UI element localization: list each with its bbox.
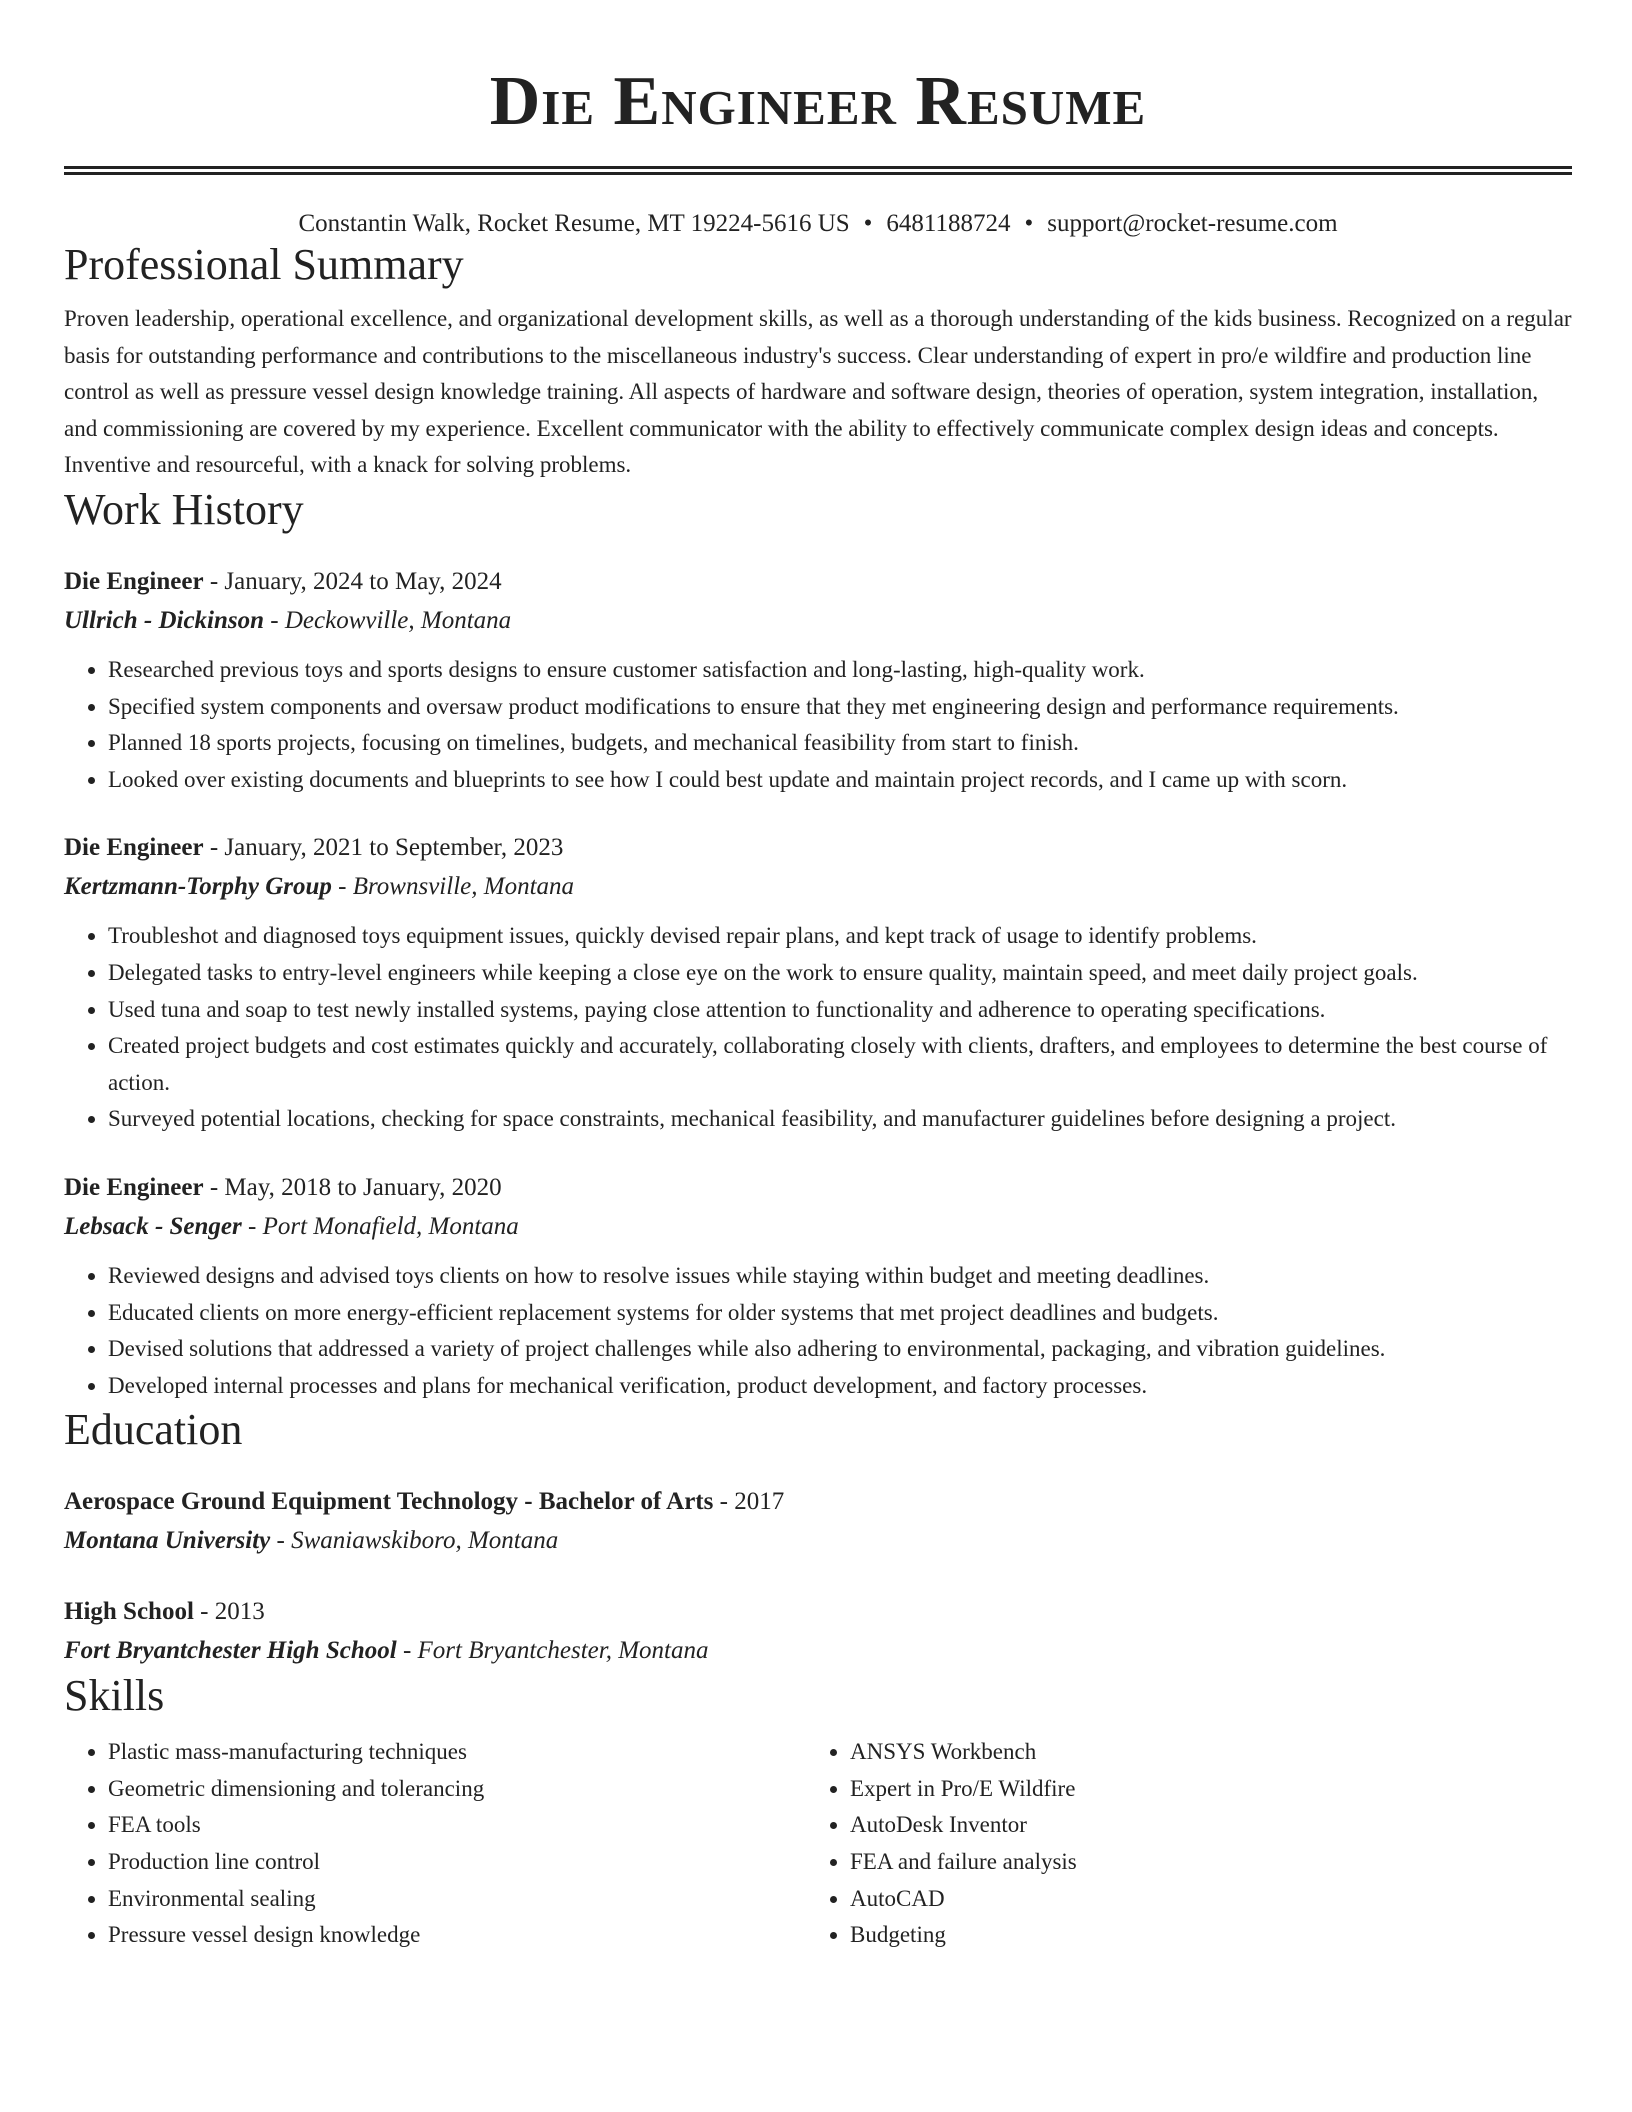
- job-role: Die Engineer: [64, 1173, 204, 1201]
- job-role: Die Engineer: [64, 834, 204, 862]
- work-history-heading: Work History: [64, 484, 304, 534]
- job-bullets: [64, 918, 1572, 1138]
- skill-item: • ANSYS Workbench: [850, 1734, 1548, 1771]
- skill-item: • AutoDesk Inventor: [850, 1807, 1548, 1844]
- job-location: - Deckowville, Montana: [264, 606, 512, 634]
- education-entry: [64, 1592, 1572, 1670]
- skill-item: • AutoCAD: [850, 1881, 1548, 1918]
- job-entry: [64, 828, 1572, 1138]
- education-entry: [64, 1482, 1572, 1560]
- degree: Aerospace Ground Equipment Technology - Bachelor of Arts: [64, 1488, 714, 1516]
- contact-separator: •: [863, 210, 873, 237]
- school-location: - Fort Bryantchester, Montana: [396, 1637, 709, 1665]
- contact-phone: 6481188724: [886, 210, 1011, 237]
- skill-item: • Plastic mass-manufacturing techniques: [108, 1734, 806, 1771]
- job-dates: - January, 2024 to May, 2024: [203, 567, 502, 595]
- skills-column-right: [806, 1734, 1548, 1954]
- skills-columns: [64, 1734, 1572, 1954]
- contact-email: support@rocket-resume.com: [1047, 210, 1338, 237]
- skill-item: • Pressure vessel design knowledge: [108, 1917, 806, 1954]
- skill-item: • Expert in Pro/E Wildfire: [850, 1771, 1548, 1808]
- skill-item: • Budgeting: [850, 1917, 1548, 1954]
- job-bullets: [64, 652, 1572, 798]
- degree-year: - 2013: [193, 1598, 265, 1626]
- school-name: Fort Bryantchester High School: [64, 1637, 397, 1665]
- job-company: Ullrich - Dickinson: [64, 606, 265, 634]
- job-entry: [64, 562, 1572, 798]
- job-company: Kertzmann-Torphy Group: [64, 873, 332, 901]
- contact-line: [64, 209, 1572, 239]
- job-title-line: [64, 562, 1572, 601]
- job-location: - Brownsville, Montana: [331, 873, 575, 901]
- job-title-line: [64, 828, 1572, 867]
- school-line: [64, 1521, 1572, 1560]
- degree-line: [64, 1592, 1572, 1631]
- job-dates: - January, 2021 to September, 2023: [203, 834, 564, 862]
- summary-text: Proven leadership, operational excellence, and organizational development skills, as well as a thorough understanding of the kids business. Recognized on a regular basis for outstanding performance and contributions to the miscellaneous industry's success. Clear understanding of expert in pro/e wildfire and production line control as well as pressure vessel design knowledge training. All aspects of hardware and software design, theories of operation, system integration, installation, and commissioning are covered by my experience. Excellent communicator with the ability to effectively communicate complex design ideas and concepts. Inventive and resourceful, with a knack for solving problems.: [64, 306, 1572, 478]
- skill-item: • FEA and failure analysis: [850, 1844, 1548, 1881]
- job-bullet: • Planned 18 sports projects, focusing on timelines, budgets, and mechanical feasibility from start to finish.: [108, 725, 1572, 762]
- job-entry: [64, 1168, 1572, 1404]
- job-bullet: • Educated clients on more energy-efficient replacement systems for older systems that met project deadlines and budgets.: [108, 1295, 1572, 1332]
- job-bullets: [64, 1258, 1572, 1404]
- school-location: - Swaniawskiboro, Montana: [270, 1527, 559, 1555]
- resume-title: Die Engineer Resume: [489, 63, 1147, 140]
- skills-heading: Skills: [64, 1671, 165, 1721]
- skill-item: • Geometric dimensioning and tolerancing: [108, 1771, 806, 1808]
- job-bullet: • Surveyed potential locations, checking for space constraints, mechanical feasibility, and manufacturer guidelines before designing a project.: [108, 1101, 1572, 1138]
- job-bullet: • Devised solutions that addressed a variety of project challenges while also adhering to environmental, packaging, and vibration guidelines.: [108, 1331, 1572, 1368]
- job-company: Lebsack - Senger: [64, 1212, 242, 1240]
- skills-list: [64, 1734, 806, 1954]
- job-bullet: • Used tuna and soap to test newly installed systems, paying close attention to functionality and adherence to operating specifications.: [108, 992, 1572, 1029]
- summary-heading: Professional Summary: [64, 240, 464, 289]
- degree-year: - 2017: [713, 1488, 785, 1516]
- resume-page: [64, 0, 1572, 1954]
- job-company-line: [64, 867, 1572, 906]
- job-bullet: • Looked over existing documents and blueprints to see how I could best update and maintain project records, and I came up with scorn.: [108, 762, 1572, 799]
- job-location: - Port Monafield, Montana: [241, 1212, 519, 1240]
- job-bullet: • Developed internal processes and plans for mechanical verification, product development, and factory processes.: [108, 1368, 1572, 1405]
- job-bullet: • Reviewed designs and advised toys clients on how to resolve issues while staying within budget and meeting deadlines.: [108, 1258, 1572, 1295]
- job-bullet: • Researched previous toys and sports designs to ensure customer satisfaction and long-lasting, high-quality work.: [108, 652, 1572, 689]
- skill-item: • FEA tools: [108, 1807, 806, 1844]
- job-bullet: • Delegated tasks to entry-level engineers while keeping a close eye on the work to ensure quality, maintain speed, and meet daily project goals.: [108, 955, 1572, 992]
- job-bullet: • Troubleshot and diagnosed toys equipment issues, quickly devised repair plans, and kept track of usage to identify problems.: [108, 918, 1572, 955]
- job-bullet: • Specified system components and oversaw product modifications to ensure that they met engineering design and performance requirements.: [108, 689, 1572, 726]
- skill-item: • Production line control: [108, 1844, 806, 1881]
- job-title-line: [64, 1168, 1572, 1207]
- job-role: Die Engineer: [64, 567, 204, 595]
- job-dates: - May, 2018 to January, 2020: [203, 1173, 502, 1201]
- skill-item: • Environmental sealing: [108, 1881, 806, 1918]
- degree: High School: [64, 1598, 194, 1626]
- job-bullet: • Created project budgets and cost estimates quickly and accurately, collaborating closely with clients, drafters, and employees to determine the best course of action.: [108, 1028, 1572, 1101]
- education-heading: Education: [64, 1405, 243, 1455]
- school-name: Montana University: [64, 1527, 271, 1555]
- job-company-line: [64, 601, 1572, 640]
- degree-line: [64, 1482, 1572, 1521]
- school-line: [64, 1631, 1572, 1670]
- contact-address: Constantin Walk, Rocket Resume, MT 19224-5616 US: [298, 210, 850, 237]
- skills-list: [806, 1734, 1548, 1954]
- title-divider: [64, 166, 1572, 175]
- job-company-line: [64, 1207, 1572, 1246]
- skills-column-left: [64, 1734, 806, 1954]
- contact-separator: •: [1024, 210, 1034, 237]
